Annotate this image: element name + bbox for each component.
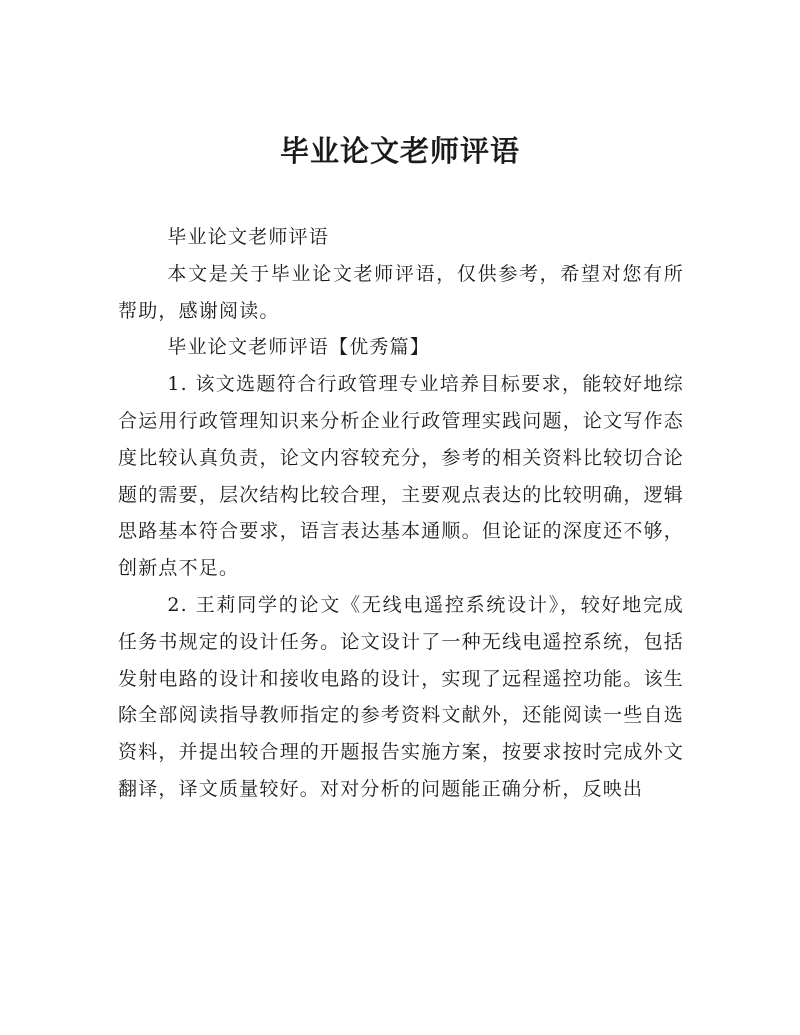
paragraph-comment-1: 1. 该文选题符合行政管理专业培养目标要求，能较好地综合运用行政管理知识来分析企业行政管理实践问题，论文写作态度比较认真负责，论文内容较充分，参考的相关资料比较切合论题的需要，层次结构比较合理，主要观点表达的比较明确，逻辑思路基本符合要求，语言表达基本通顺。但论证的深度还不够，创新点不足。 (118, 373, 684, 580)
paragraph-comment-2: 2. 王莉同学的论文《无线电遥控系统设计》，较好地完成任务书规定的设计任务。论文设计了一种无线电遥控系统，包括发射电路的设计和接收电路的设计，实现了远程遥控功能。该生除全部阅读指导教师指定的参考资料文献外，还能阅读一些自选资料，并提出较合理的开题报告实施方案，按要求按时完成外文翻译，译文质量较好。对对分析的问题能正确分析，反映出 (118, 593, 684, 800)
document-body (118, 219, 684, 808)
paragraph-heading: 毕业论文老师评语 (167, 226, 329, 248)
paragraph-section-title: 毕业论文老师评语【优秀篇】 (167, 336, 430, 359)
document-title: 毕业论文老师评语 (279, 134, 520, 168)
paragraph-intro: 本文是关于毕业论文老师评语，仅供参考，希望对您有所帮助，感谢阅读。 (118, 262, 684, 322)
